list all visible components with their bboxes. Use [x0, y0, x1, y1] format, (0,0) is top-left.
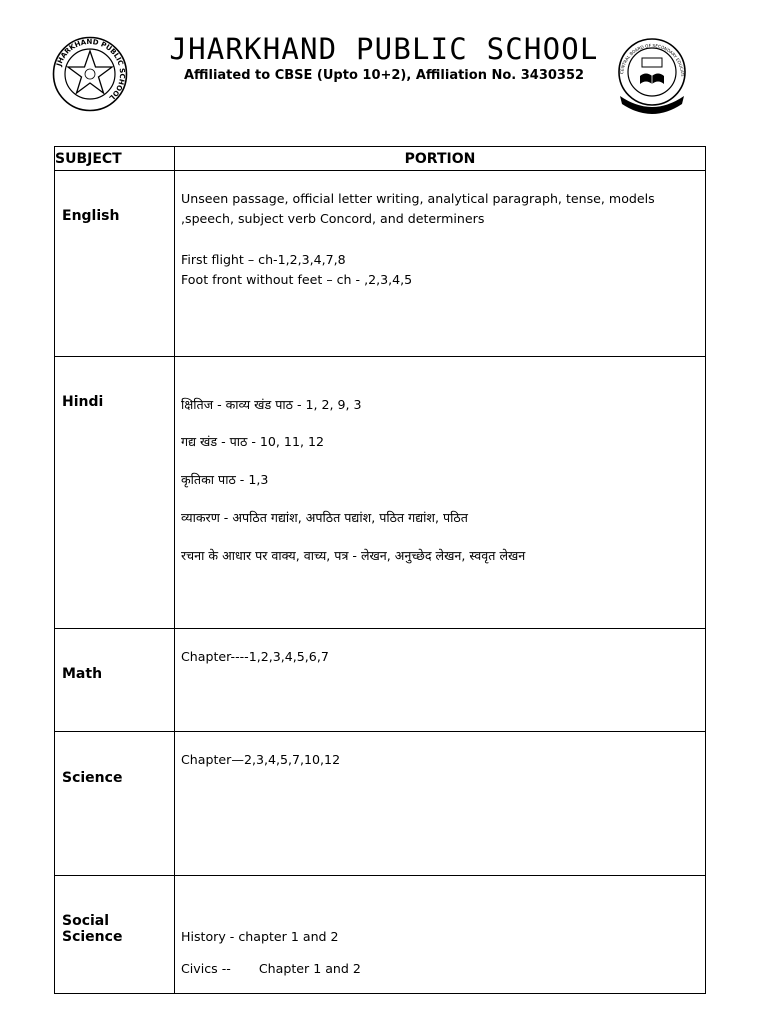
school-logo-ring-text: JHARKHAND PUBLIC SCHOOL — [55, 37, 127, 102]
cbse-logo-ring-text: CENTRAL BOARD OF SECONDARY EDUCATI — [619, 42, 686, 77]
portion-line: Unseen passage, official letter writing, analytical paragraph, tense, models — [181, 191, 655, 206]
subject-label: Science — [62, 770, 123, 786]
portion-line: First flight – ch-1,2,3,4,7,8 — [181, 252, 346, 267]
school-title: JHARKHAND PUBLIC SCHOOL — [169, 32, 599, 66]
portion-table — [54, 146, 706, 994]
portion-cell — [175, 876, 706, 994]
portion-line: Civics -- Chapter 1 and 2 — [181, 961, 361, 976]
subject-label: Math — [62, 666, 103, 682]
portion-line: गद्य खंड - पाठ - 10, 11, 12 — [181, 434, 324, 449]
subject-cell — [55, 171, 175, 357]
table-row-math — [55, 629, 706, 732]
portion-line: Foot front without feet – ch - ,2,3,4,5 — [181, 272, 413, 287]
subject-label: Hindi — [62, 394, 104, 410]
table-row-english — [55, 171, 706, 357]
portion-line: कृतिका पाठ - 1,3 — [181, 472, 269, 487]
portion-column-header: PORTION — [175, 147, 706, 171]
portion-cell — [175, 357, 706, 629]
portion-line: Chapter----1,2,3,4,5,6,7 — [181, 649, 329, 664]
subject-column-header: SUBJECT — [55, 147, 175, 171]
portion-line: व्याकरण - अपठित गद्यांश, अपठित पद्यांश, पठित गद्यांश, पठित — [181, 510, 468, 525]
subject-cell — [55, 629, 175, 732]
portion-line: ,speech, subject verb Concord, and determiners — [181, 211, 485, 226]
table-row-hindi — [55, 357, 706, 629]
portion-cell — [175, 732, 706, 876]
subject-cell — [55, 732, 175, 876]
subject-label: Social Science — [62, 913, 123, 945]
subject-cell — [55, 357, 175, 629]
table-header-row — [55, 147, 706, 171]
portion-line: History - chapter 1 and 2 — [181, 929, 339, 944]
table-row-social-science — [55, 876, 706, 994]
portion-line: रचना के आधार पर वाक्य, वाच्य, पत्र - लेखन, अनुच्छेद लेखन, स्ववृत लेखन — [181, 548, 526, 563]
subject-cell — [55, 876, 175, 994]
portion-line: Chapter—2,3,4,5,7,10,12 — [181, 752, 341, 767]
table-row-science — [55, 732, 706, 876]
portion-cell — [175, 171, 706, 357]
portion-line: क्षितिज - काव्य खंड पाठ - 1, 2, 9, 3 — [181, 397, 362, 412]
portion-cell — [175, 629, 706, 732]
subject-label: English — [62, 208, 120, 224]
affiliation-line: Affiliated to CBSE (Upto 10+2), Affiliation No. 3430352 — [183, 68, 585, 83]
